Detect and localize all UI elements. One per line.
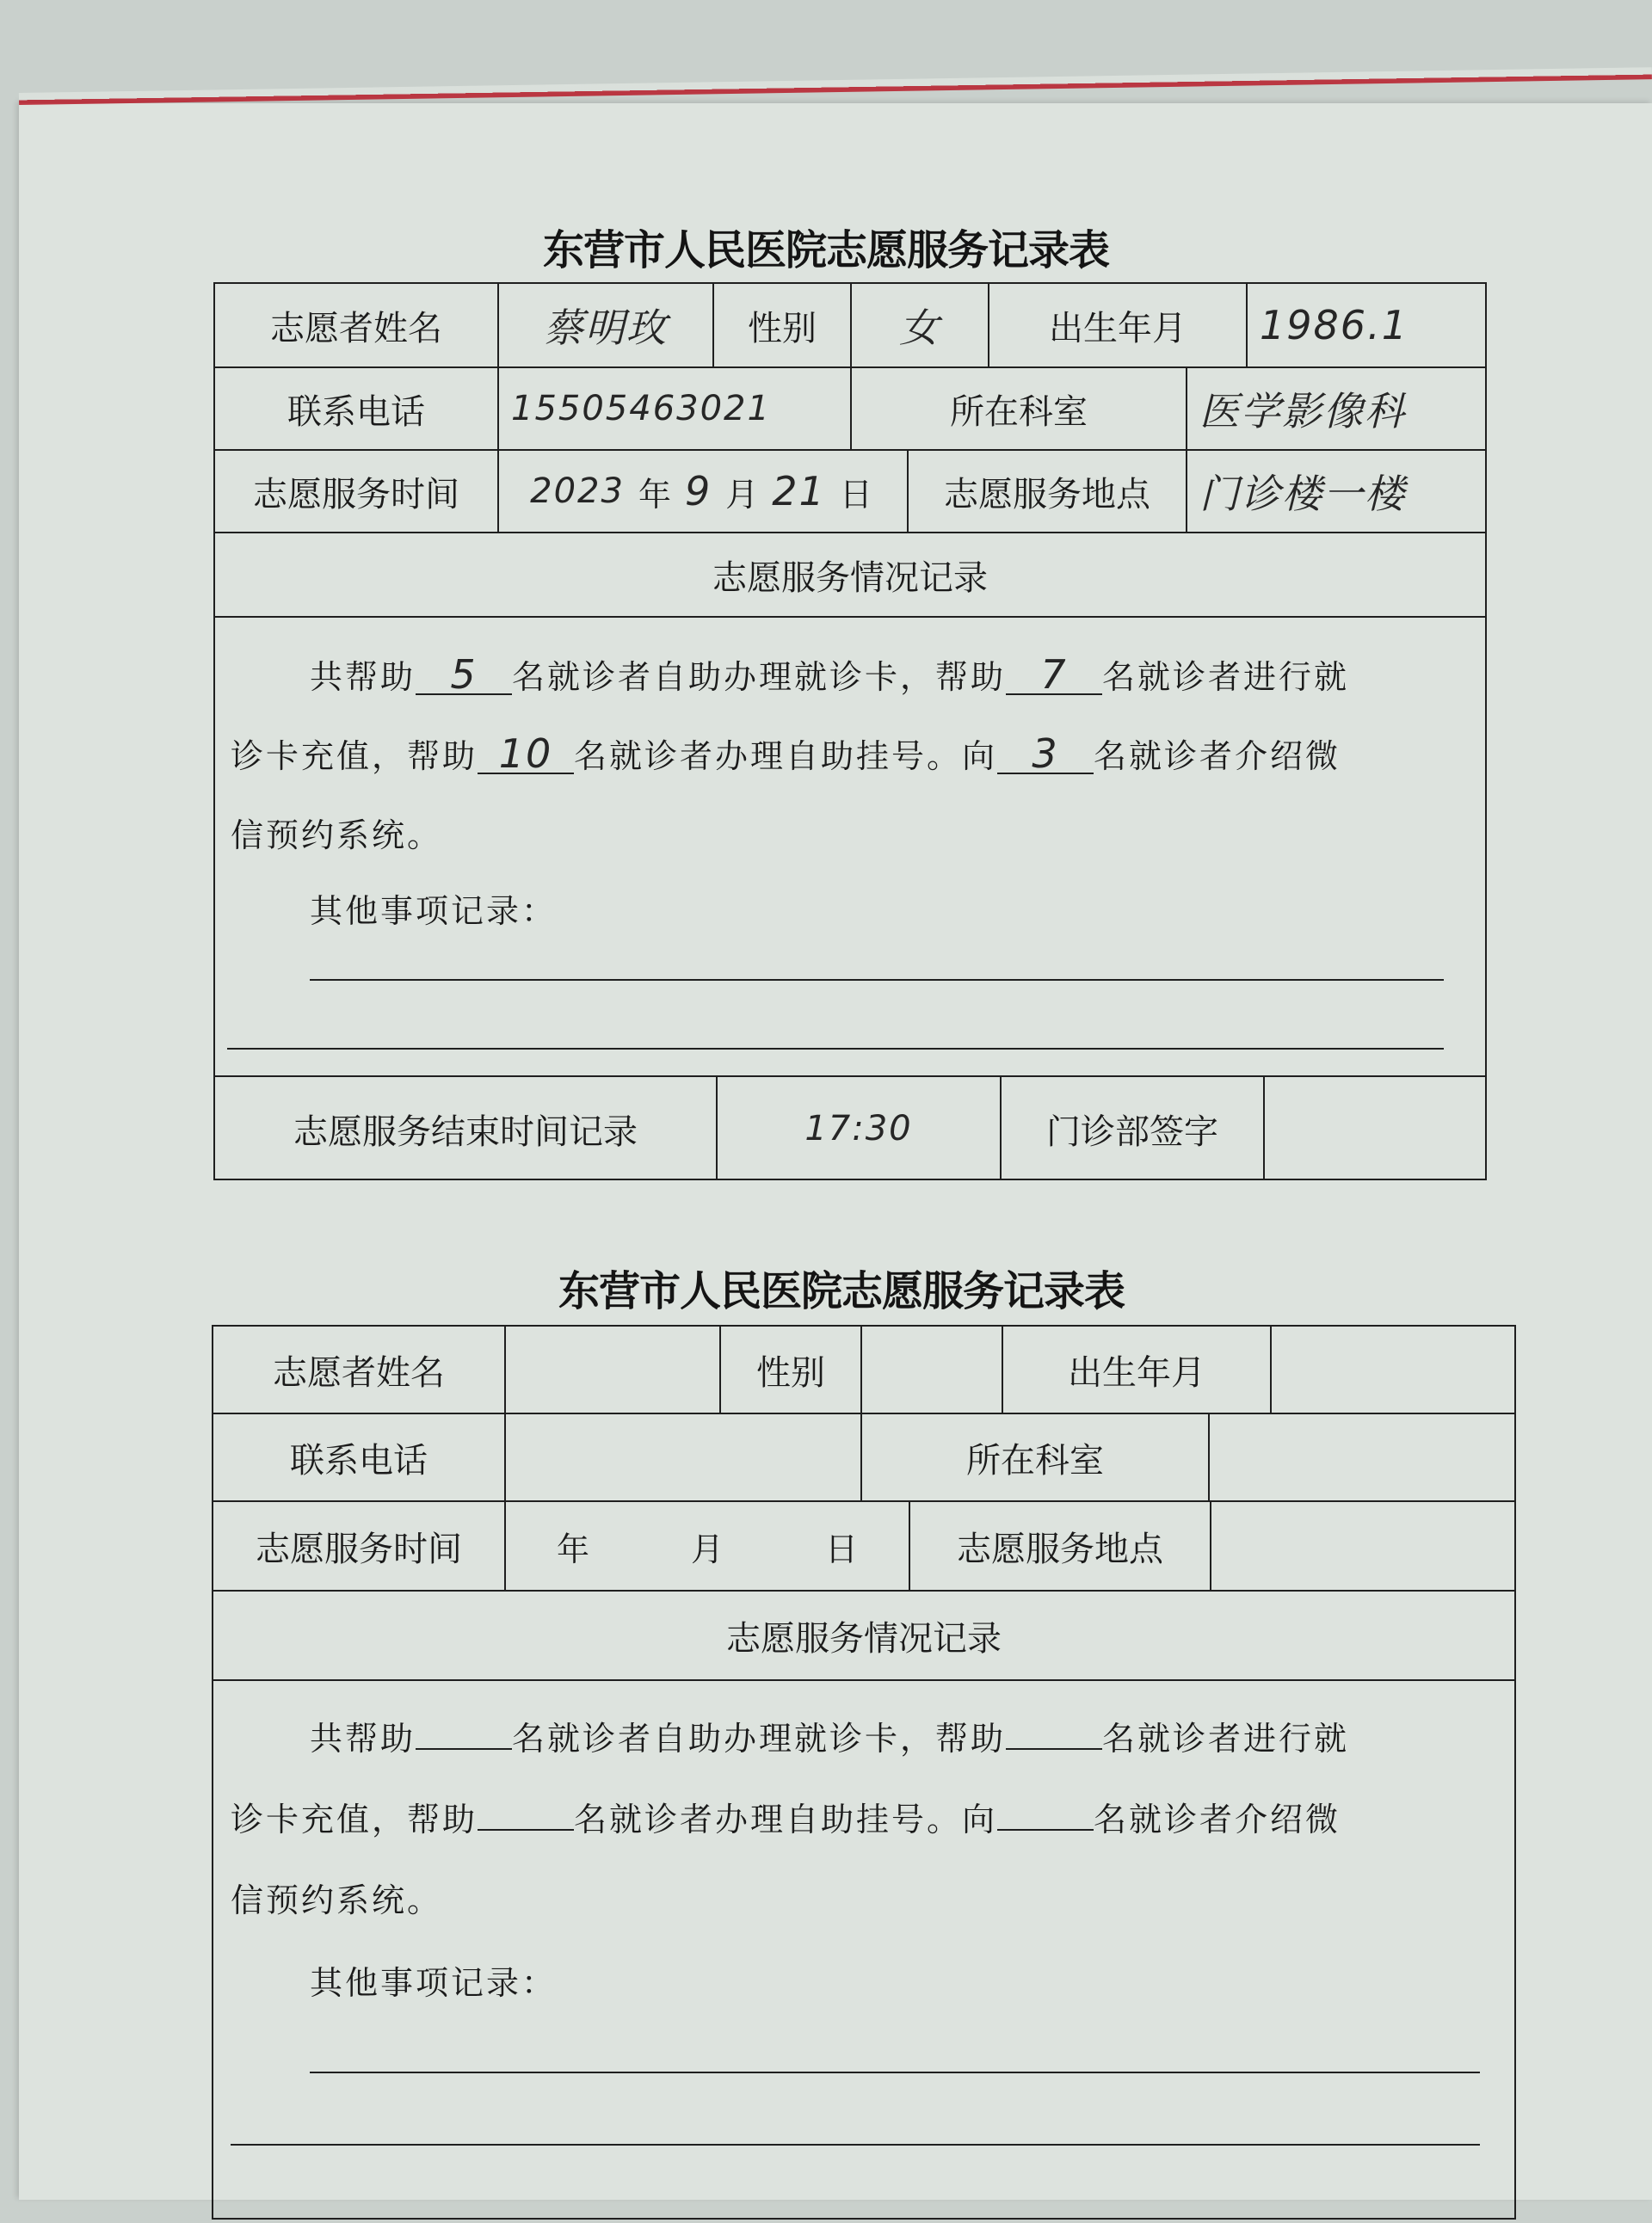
handwritten-name: 蔡明玫 xyxy=(544,305,668,351)
row-record-body xyxy=(213,1679,1514,2221)
text-p3: 信预约系统。 xyxy=(231,1881,443,1919)
other-notes-line-2[interactable] xyxy=(231,2144,1480,2146)
label-sign: 门诊部签字 xyxy=(1000,1077,1263,1180)
label-birth: 出生年月 xyxy=(988,284,1246,366)
label-service-place: 志愿服务地点 xyxy=(909,1502,1210,1590)
label-birth: 出生年月 xyxy=(1002,1327,1270,1413)
label-service-time: 志愿服务时间 xyxy=(256,1529,462,1569)
row-phone xyxy=(213,1413,1514,1500)
value-gender[interactable] xyxy=(850,284,988,366)
handwritten-end-time: 17:30 xyxy=(804,1109,913,1148)
record-line-2 xyxy=(231,730,1341,777)
handwritten-gender: 女 xyxy=(899,305,940,351)
handwritten-birth: 1986.1 xyxy=(1260,302,1409,348)
value-birth[interactable] xyxy=(1270,1327,1514,1413)
text-p1a: 共帮助 xyxy=(310,658,416,696)
other-notes-line-2[interactable] xyxy=(227,1048,1444,1050)
value-service-date[interactable] xyxy=(504,1502,909,1590)
value-gender[interactable] xyxy=(860,1327,1002,1413)
blank-self-registration[interactable]: 10 xyxy=(478,735,574,774)
text-p2a: 诊卡充值，帮助 xyxy=(231,737,478,775)
blank-wechat-intro[interactable]: 3 xyxy=(997,735,1094,774)
value-name[interactable] xyxy=(497,284,712,366)
label-service-time: 志愿服务时间 xyxy=(253,474,459,514)
value-department[interactable] xyxy=(1186,368,1485,449)
label-phone: 联系电话 xyxy=(287,391,425,432)
other-notes-line-1[interactable] xyxy=(310,2072,1480,2073)
value-phone[interactable] xyxy=(504,1414,860,1500)
text-p2c: 名就诊者介绍微 xyxy=(1094,737,1341,775)
value-service-place[interactable] xyxy=(1186,451,1485,532)
text-p2a: 诊卡充值，帮助 xyxy=(231,1801,478,1838)
row-phone xyxy=(215,366,1485,449)
value-service-date[interactable] xyxy=(497,451,907,532)
text-p2b: 名就诊者办理自助挂号。向 xyxy=(574,1801,998,1838)
red-paper-edge xyxy=(19,67,1652,105)
blank-self-registration[interactable] xyxy=(478,1791,574,1831)
row-section-header xyxy=(215,532,1485,616)
form-title: 东营市人民医院志愿服务记录表 xyxy=(542,226,1109,274)
label-month: 月 xyxy=(725,475,759,514)
value-birth[interactable] xyxy=(1246,284,1485,366)
blank-card-recharge[interactable]: 7 xyxy=(1006,656,1102,695)
record-text xyxy=(213,1681,1514,2223)
value-end-time[interactable] xyxy=(716,1077,1000,1180)
row-section-header xyxy=(213,1590,1514,1679)
text-p1c: 名就诊者进行就 xyxy=(1102,658,1350,696)
text-p1a: 共帮助 xyxy=(310,1720,416,1758)
label-service-place: 志愿服务地点 xyxy=(907,451,1186,532)
label-year: 年 xyxy=(638,475,671,514)
record-line-3 xyxy=(231,1874,442,1921)
value-sign[interactable] xyxy=(1263,1077,1485,1180)
row-service-time xyxy=(213,1500,1514,1590)
row-end-time xyxy=(215,1075,1485,1180)
label-name: 志愿者姓名 xyxy=(270,308,442,348)
section-header: 志愿服务情况记录 xyxy=(712,557,988,598)
handwritten-day: 21 xyxy=(772,468,826,514)
text-p3: 信预约系统。 xyxy=(231,816,443,854)
label-gender: 性别 xyxy=(712,284,850,366)
text-p2c: 名就诊者介绍微 xyxy=(1094,1801,1341,1838)
value-service-place[interactable] xyxy=(1210,1502,1514,1590)
other-notes-label xyxy=(310,884,557,932)
text-p1c: 名就诊者进行就 xyxy=(1102,1720,1350,1758)
value-department[interactable] xyxy=(1208,1414,1514,1500)
other-notes-line-1[interactable] xyxy=(310,979,1444,981)
other-notes-label xyxy=(310,1956,557,2004)
record-line-1 xyxy=(310,650,1349,698)
handwritten-department: 医学影像科 xyxy=(1199,388,1406,434)
label-phone: 联系电话 xyxy=(290,1440,428,1481)
blank-card-self-service[interactable] xyxy=(416,1710,512,1750)
text-p1b: 名就诊者自助办理就诊卡，帮助 xyxy=(512,1720,1007,1758)
handwritten-year: 2023 xyxy=(530,471,625,511)
row-record-body xyxy=(215,616,1485,1075)
row-name xyxy=(213,1327,1514,1413)
label-name: 志愿者姓名 xyxy=(273,1352,445,1393)
label-end-time: 志愿服务结束时间记录 xyxy=(293,1112,638,1152)
blank-wechat-intro[interactable] xyxy=(997,1791,1094,1831)
section-header: 志愿服务情况记录 xyxy=(726,1618,1002,1659)
record-line-3 xyxy=(231,809,442,856)
label-year: 年 xyxy=(556,1530,589,1568)
label-day: 日 xyxy=(839,475,872,514)
record-text xyxy=(215,618,1485,1077)
blank-card-recharge[interactable] xyxy=(1006,1710,1102,1750)
text-other: 其他事项记录： xyxy=(310,892,558,930)
form-table xyxy=(212,1325,1516,2220)
text-p1b: 名就诊者自助办理就诊卡，帮助 xyxy=(512,658,1007,696)
handwritten-phone: 15505463021 xyxy=(511,389,771,428)
record-line-1 xyxy=(310,1710,1349,1759)
blank-card-self-service[interactable]: 5 xyxy=(416,656,512,695)
form-title: 东营市人民医院志愿服务记录表 xyxy=(558,1267,1125,1315)
record-line-2 xyxy=(231,1791,1341,1840)
text-other: 其他事项记录： xyxy=(310,1964,558,2002)
label-gender: 性别 xyxy=(719,1327,860,1413)
row-service-time xyxy=(215,449,1485,532)
handwritten-place: 门诊楼一楼 xyxy=(1199,471,1406,517)
value-phone[interactable] xyxy=(497,368,850,449)
label-month: 月 xyxy=(690,1530,724,1568)
text-p2b: 名就诊者办理自助挂号。向 xyxy=(574,737,998,775)
label-day: 日 xyxy=(824,1530,858,1568)
handwritten-month: 9 xyxy=(684,468,712,514)
label-department: 所在科室 xyxy=(860,1414,1208,1500)
row-name xyxy=(215,284,1485,366)
value-name[interactable] xyxy=(504,1327,719,1413)
label-department: 所在科室 xyxy=(850,368,1186,449)
form-table xyxy=(213,282,1487,1180)
